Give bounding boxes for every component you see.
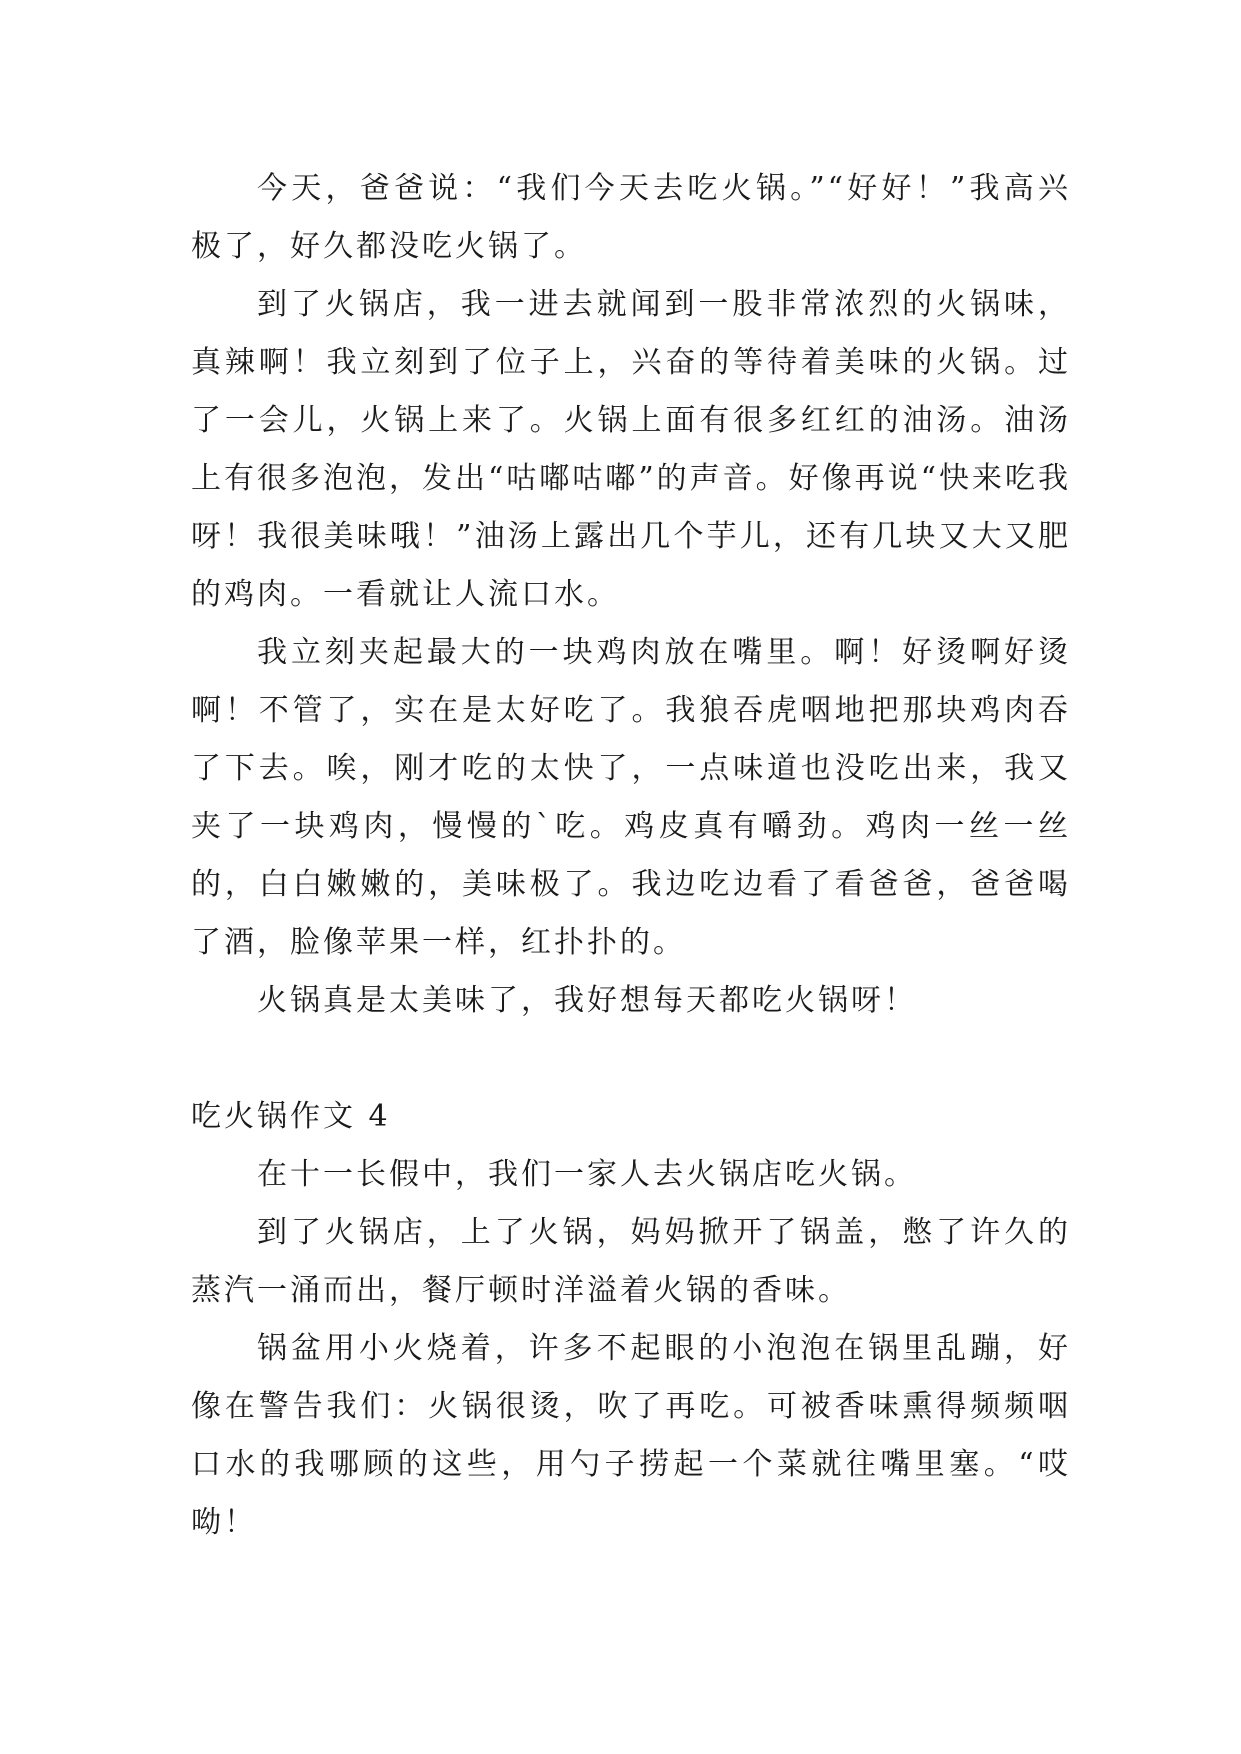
paragraph: 到了火锅店，我一进去就闻到一股非常浓烈的火锅味，真辣啊！我立刻到了位子上，兴奋的等待着美味的火锅。过了一会儿，火锅上来了。火锅上面有很多红红的油汤。油汤上有很多泡泡，发出“咕嘟咕嘟”的声音。好像再说“快来吃我呀！我很美味哦！”油汤上露出几个芋儿，还有几块又大又肥的鸡肉。一看就让人流口水。: [191, 287, 1072, 612]
paragraph: 今天，爸爸说：“我们今天去吃火锅。”“好好！”我高兴极了，好久都没吃火锅了。: [191, 171, 1071, 264]
paragraph: 锅盆用小火烧着，许多不起眼的小泡泡在锅里乱蹦，好像在警告我们：火锅很烫，吹了再吃。可被香味熏得频频咽口水的我哪顾的这些，用勺子捞起一个菜就往嘴里塞。“哎呦！: [191, 1331, 1071, 1540]
paragraph: 在十一长假中，我们一家人去火锅店吃火锅。: [257, 1157, 917, 1192]
essay-title: 吃火锅作文 4: [191, 1099, 391, 1134]
paragraph: 到了火锅店，上了火锅，妈妈掀开了锅盖，憋了许久的蒸汽一涌而出，餐厅顿时洋溢着火锅的香味。: [191, 1215, 1071, 1308]
essay-part1: [191, 160, 1071, 1030]
essay4-title-block: [191, 1088, 1071, 1146]
paragraph: 火锅真是太美味了，我好想每天都吃火锅呀！: [257, 983, 917, 1018]
paragraph: 我立刻夹起最大的一块鸡肉放在嘴里。啊！好烫啊好烫啊！不管了，实在是太好吃了。我狼吞虎咽地把那块鸡肉吞了下去。唉，刚才吃的太快了，一点味道也没吃出来，我又夹了一块鸡肉，慢慢的`吃。鸡皮真有嚼劲。鸡肉一丝一丝的，白白嫩嫩的，美味极了。我边吃边看了看爸爸，爸爸喝了酒，脸像苹果一样，红扑扑的。: [191, 635, 1071, 960]
essay4-body: [191, 1146, 1071, 1552]
